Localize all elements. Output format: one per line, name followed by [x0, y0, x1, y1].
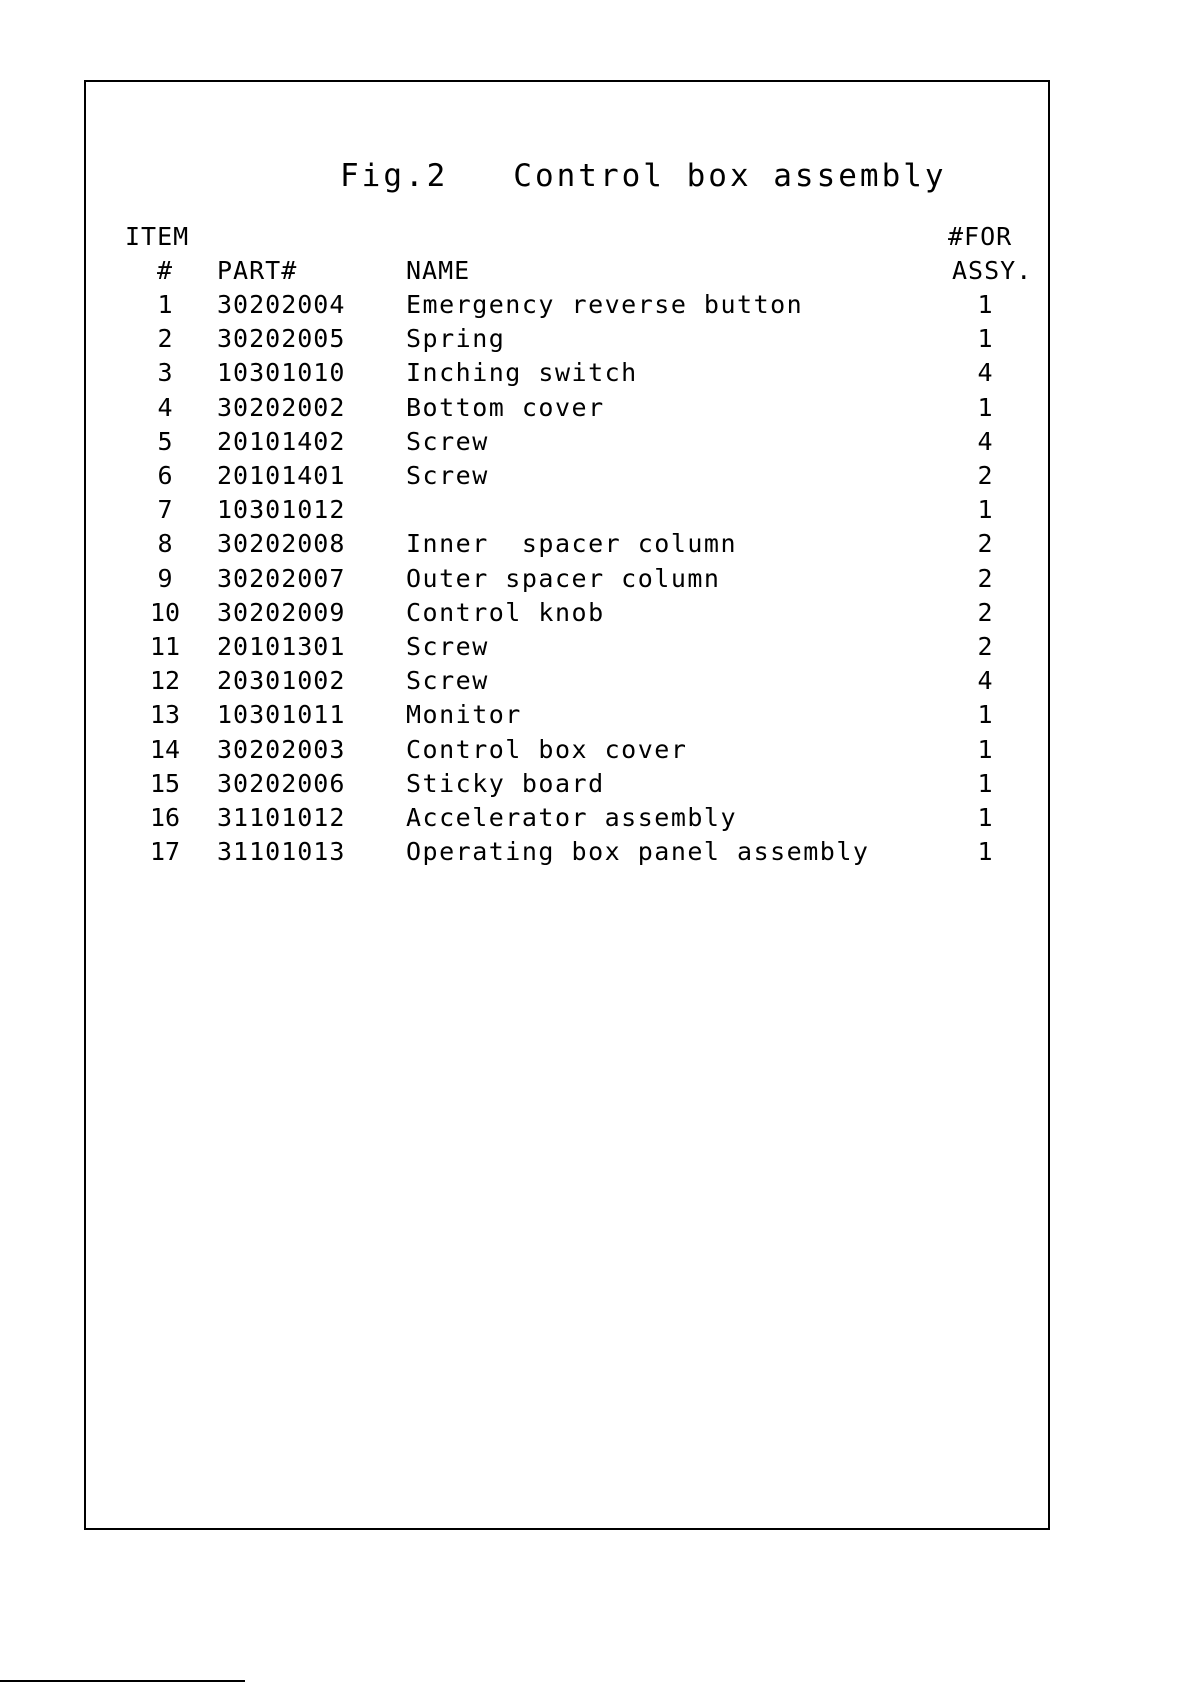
table-row-part-number: 20101301	[217, 632, 346, 661]
table-row-quantity: 2	[977, 461, 993, 490]
table-row-quantity: 1	[977, 324, 993, 353]
table-row-part-name: Screw	[406, 427, 489, 456]
table-row-part-number: 10301012	[217, 495, 346, 524]
table-row-quantity: 2	[977, 529, 993, 558]
table-row-item-number: 2	[157, 324, 173, 353]
table-row-part-number: 20301002	[217, 666, 346, 695]
table-row-part-name: Inching switch	[406, 358, 638, 387]
table-row-part-name: Inner spacer column	[406, 529, 738, 558]
table-row-part-name: Spring	[406, 324, 506, 353]
table-row-part-name: Sticky board	[406, 769, 605, 798]
table-row-item-number: 17	[149, 837, 181, 866]
table-row-quantity: 4	[977, 666, 993, 695]
table-row-item-number: 8	[157, 529, 173, 558]
table-row-item-number: 11	[149, 632, 181, 661]
table-row-item-number: 7	[157, 495, 173, 524]
table-row-part-number: 10301010	[217, 358, 346, 387]
header-name: NAME	[406, 256, 471, 285]
header-item-line1: ITEM	[125, 222, 190, 251]
table-row-item-number: 1	[157, 290, 173, 319]
table-row-quantity: 2	[977, 598, 993, 627]
table-row-item-number: 9	[157, 564, 173, 593]
table-row-part-number: 30202007	[217, 564, 346, 593]
table-row-quantity: 2	[977, 632, 993, 661]
table-row-part-number: 10301011	[217, 700, 346, 729]
table-row-item-number: 4	[157, 393, 173, 422]
table-row-quantity: 4	[977, 358, 993, 387]
table-row-part-name: Control knob	[406, 598, 605, 627]
header-item-line2: #	[156, 256, 174, 285]
table-row-quantity: 1	[977, 837, 993, 866]
table-row-part-number: 30202005	[217, 324, 346, 353]
table-row-quantity: 1	[977, 735, 993, 764]
table-row-quantity: 1	[977, 700, 993, 729]
table-row-part-number: 20101401	[217, 461, 346, 490]
table-row-part-name: Screw	[406, 666, 489, 695]
table-row-item-number: 6	[157, 461, 173, 490]
table-row-item-number: 15	[149, 769, 181, 798]
table-row-item-number: 14	[149, 735, 181, 764]
table-row-item-number: 5	[157, 427, 173, 456]
table-row-part-number: 30202006	[217, 769, 346, 798]
table-row-part-number: 20101402	[217, 427, 346, 456]
table-row-part-name: Accelerator assembly	[406, 803, 738, 832]
table-row-quantity: 2	[977, 564, 993, 593]
table-row-quantity: 1	[977, 769, 993, 798]
header-qty-line2: ASSY.	[952, 256, 1033, 285]
table-row-quantity: 1	[977, 290, 993, 319]
table-row-part-name: Screw	[406, 461, 489, 490]
table-row-quantity: 1	[977, 393, 993, 422]
figure-title: Fig.2 Control box assembly	[340, 158, 947, 194]
table-row-item-number: 16	[149, 803, 181, 832]
table-row-part-name: Operating box panel assembly	[406, 837, 870, 866]
table-row-item-number: 12	[149, 666, 181, 695]
header-qty-line1: #FOR	[948, 222, 1013, 251]
table-row-quantity: 1	[977, 803, 993, 832]
footer-rule	[0, 1680, 245, 1682]
table-row-part-name: Emergency reverse button	[406, 290, 804, 319]
table-row-part-name: Outer spacer column	[406, 564, 721, 593]
table-row-part-number: 30202009	[217, 598, 346, 627]
table-row-part-number: 30202008	[217, 529, 346, 558]
table-row-item-number: 10	[149, 598, 181, 627]
table-row-part-number: 30202003	[217, 735, 346, 764]
table-row-quantity: 1	[977, 495, 993, 524]
table-row-part-number: 30202002	[217, 393, 346, 422]
table-row-part-name: Screw	[406, 632, 489, 661]
table-row-item-number: 3	[157, 358, 173, 387]
table-row-part-name: Control box cover	[406, 735, 688, 764]
table-row-part-name: Monitor	[406, 700, 522, 729]
header-part: PART#	[217, 256, 298, 285]
table-row-item-number: 13	[149, 700, 181, 729]
table-row-part-number: 30202004	[217, 290, 346, 319]
table-row-part-number: 31101012	[217, 803, 346, 832]
table-row-part-name: Bottom cover	[406, 393, 605, 422]
table-row-part-number: 31101013	[217, 837, 346, 866]
table-row-quantity: 4	[977, 427, 993, 456]
